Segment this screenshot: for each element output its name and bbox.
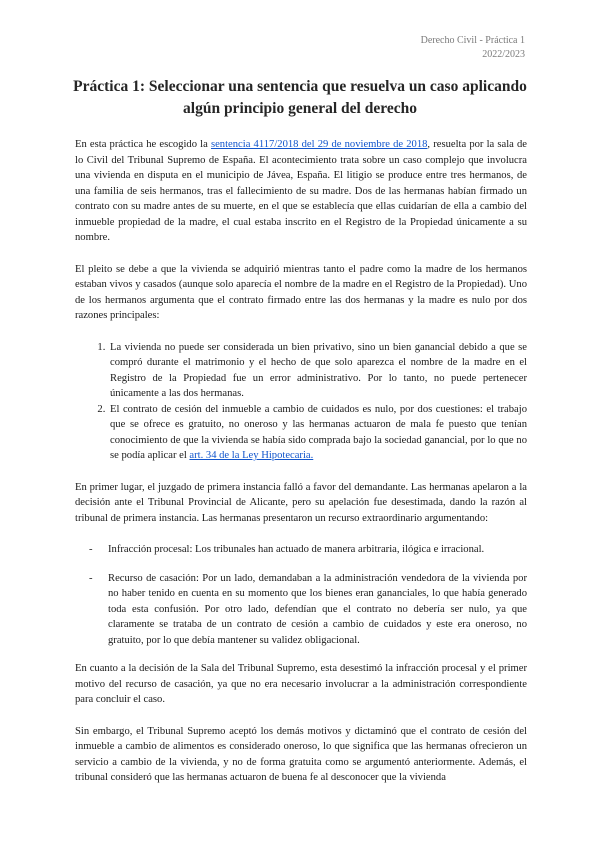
paragraph-intro [75,137,527,246]
argument-item: - Recurso de casación: Por un lado, demandaban a la administración vendedora de la vivienda por no haber tenido en cuenta en su momento que los bienes eran gananciales, lo que había generado toda esta confusión. Por otro lado, defendían que el contrato no debería ser nulo, ya que claramente se trataba de un contrato de cesión a cambio de cuidados y este era oneroso, no gratuito, por lo que debía mantener su validez obligacional. [108,571,527,649]
reasons-list [75,340,527,464]
sentencia-link[interactable]: sentencia 4117/2018 del 29 de noviembre de 2018 [210,139,428,150]
intro-text-end: , resuelta por la sala de lo Civil del Tribunal Supremo de España. El acontecimiento trata sobre un caso complejo que involucra una vivienda en disputa en el municipio de Jávea, España. El litigio se produce entre tres hermanos, de una familia de seis hermanos, tras el fallecimiento de su madre. Dos de las hermanas habían firmado un contrato con su madre antes de su muerte, en el que se establecía que ellas cuidarían de ella a cambio del inmueble propiedad de la madre, el cual estaba inscrito en el Registro de la Propiedad únicamente a su nombre. [75,139,528,243]
reason-text: El contrato de cesión del inmueble a cambio de cuidados es nulo, por dos cuestiones: el trabajo que se ofrece es gratuito, no oneroso y las hermanas actuaron de mala fe puesto que tenían conocimiento de que la vivienda se había sido comprada bajo la sociedad ganancial, por lo que no se podía aplicar el [110,403,527,461]
paragraph-ruling: Sin embargo, el Tribunal Supremo aceptó los demás motivos y dictaminó que el contrato de cesión del inmueble a cambio de alimentos es considerado oneroso, lo que significa que las hermanas ofrecieron un servicio a cambio de la vivienda, y no de forma gratuita como se argumentó anteriormente. Además, el tribunal consideró que las hermanas actuaron de buena fe al desconocer que la vivienda [75,725,527,783]
paragraph-dispute: El pleito se debe a que la vivienda se adquirió mientras tanto el padre como la madre de los hermanos estaban vivos y casados (aunque solo aparecía el nombre de la madre en el Registro de la Propiedad). Uno de los hermanos argumenta que el contrato firmado entre las dos hermanas y la madre es nulo por dos razones principales: [75,263,527,321]
intro-text-start: En esta práctica he escogido la [75,139,211,150]
document-title: Práctica 1: Seleccionar una sentencia que resuelva un caso aplicando algún principio general del derecho [73,78,527,117]
document-body [75,137,527,802]
arguments-list [75,542,527,648]
header-course: Derecho Civil - Práctica 1 [420,35,525,46]
reason-text: La vivienda no puede ser considerada un bien privativo, sino un bien ganancial debido a que se compró durante el matrimonio y el hecho de que solo aparezca el nombre de la madre en el Registro de la Propiedad fue un error administrativo. Por lo tanto, no puede pertenecer únicamente a las dos hermanas. [110,341,527,399]
paragraph-supreme-court: En cuanto a la decisión de la Sala del Tribunal Supremo, esta desestimó la infracción procesal y el primer motivo del recurso de casación, ya que no era necesario involucrar a la administración correspondiente para concluir el caso. [75,663,527,705]
page-header [421,34,525,62]
reason-item [108,402,527,464]
reason-item [108,340,527,402]
ley-hipotecaria-link[interactable]: art. 34 de la Ley Hipotecaria. [189,450,314,461]
argument-item: - Infracción procesal: Los tribunales han actuado de manera arbitraria, ilógica e irracional. [108,542,527,558]
paragraph-first-instance: En primer lugar, el juzgado de primera instancia falló a favor del demandante. Las hermanas apelaron a la decisión ante el Tribunal Provincial de Alicante, pero su apelación fue desestimada, dando la razón al tribunal de primera instancia. Las hermanas presentaron un recurso extraordinario argumentando: [75,481,527,524]
header-year: 2022/2023 [482,49,525,60]
